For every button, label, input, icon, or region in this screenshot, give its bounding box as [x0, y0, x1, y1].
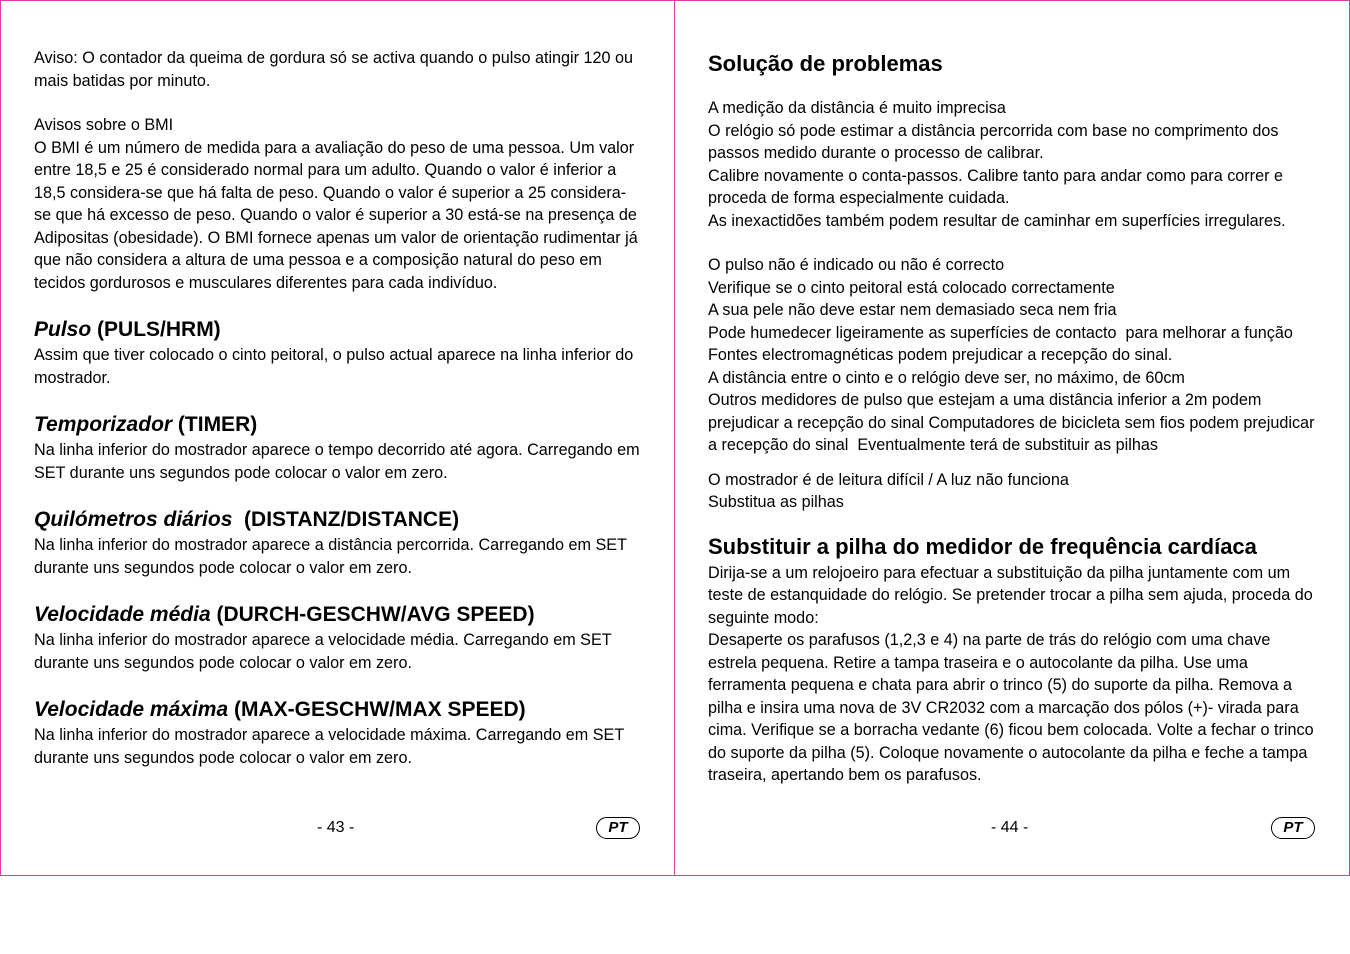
battery-text-intro: Dirija-se a um relojoeiro para efectuar a substituição da pilha juntamente com um teste de estanquidade do relógio. Se pretender trocar a pilha sem ajuda, proceda do seguinte modo:	[708, 563, 1313, 627]
section-title-pulso: Pulso (PULS/HRM)	[34, 318, 221, 341]
section-text-quilometros: Na linha inferior do mostrador aparece a distância percorrida. Carregando em SET durante uns segundos pode colocar o valor em zero.	[34, 536, 627, 577]
issue-heading-pulse: O pulso não é indicado ou não é correcto	[708, 256, 1005, 274]
troubleshooting-title: Solução de problemas	[708, 51, 943, 76]
battery-text-steps: Desaperte os parafusos (1,2,3 e 4) na parte de trás do relógio com uma chave estrela pequena. Retire a tampa traseira e o autocolante da pilha. Use uma ferramenta pequena e chata para abrir o trinco (5) do suporte da pilha. Remova a pilha e insira uma nova de 3V CR2032 com a marcação dos pólos (+)- virada para cima. Verifique se a borracha vedante (6) ficou bem colocada. Volte a fechar o trinco do suporte da pilha (5). Coloque novamente o autocolante da pilha e feche a tampa traseira, apertando bem os parafusos.	[708, 631, 1314, 784]
issue-line: O relógio só pode estimar a distância percorrida com base no comprimento dos passos medido durante o processo de calibrar.	[708, 121, 1279, 162]
left-page-content	[34, 47, 641, 769]
section-title-velocidade-media: Velocidade média (DURCH-GESCHW/AVG SPEED)	[34, 603, 535, 626]
page-number: - 43 -	[317, 819, 355, 836]
language-badge: PT	[596, 817, 640, 839]
section-text-pulso: Assim que tiver colocado o cinto peitoral, o pulso actual aparece na linha inferior do mostrador.	[34, 346, 634, 387]
issue-heading-display: O mostrador é de leitura difícil / A luz não funciona	[708, 470, 1069, 489]
section-title-quilometros: Quilómetros diários (DISTANZ/DISTANCE)	[34, 508, 460, 531]
issue-heading-distance: A medição da distância é muito imprecisa	[708, 99, 1006, 117]
left-page	[0, 0, 675, 876]
aviso-label: Aviso:	[34, 49, 78, 67]
issue-line: Pode humedecer ligeiramente as superfícies de contacto para melhorar a função	[708, 323, 1293, 342]
bmi-heading: Avisos sobre o BMI	[34, 116, 174, 134]
section-title-temporizador: Temporizador (TIMER)	[34, 413, 258, 436]
issue-line: Outros medidores de pulso que estejam a uma distância inferior a 2m podem prejudicar a recepção do sinal Computadores de bicicleta sem fios podem prejudicar a recepção do sinal Eventualmente terá de substituir as pilhas	[708, 391, 1319, 454]
section-text-velocidade-media: Na linha inferior do mostrador aparece a velocidade média. Carregando em SET durante uns segundos pode colocar o valor em zero.	[34, 631, 612, 672]
aviso-paragraph	[34, 47, 641, 92]
right-page	[674, 0, 1350, 876]
language-badge: PT	[1271, 817, 1315, 839]
bmi-text: O BMI é um número de medida para a avaliação do peso de uma pessoa. Um valor entre 18,5 e 25 é considerado normal para um adulto. Quando o valor é inferior a 18,5 considera-se que há falta de peso. Quando o valor é superior a 25 considera-se que há excesso de peso. Quando o valor é superior a 30 está-se na presença de Adipositas (obesidade). O BMI fornece apenas um valor de orientação rudimentar já que não considera a altura de uma pessoa e a composição natural do peso em tecidos gordurosos e musculares diferentes para cada indivíduo.	[34, 138, 638, 292]
right-page-content	[708, 49, 1319, 787]
issue-line: A sua pele não deve estar nem demasiado seca nem fria	[708, 301, 1117, 319]
battery-title: Substituir a pilha do medidor de frequência cardíaca	[708, 533, 1257, 559]
issue-line: Verifique se o cinto peitoral está colocado correctamente	[708, 278, 1115, 297]
right-page-footer	[675, 817, 1349, 841]
page-number: - 44 -	[991, 819, 1029, 836]
issue-line: Calibre novamente o conta-passos. Calibre tanto para andar como para correr e proceda de forma especialmente cuidada.	[708, 166, 1283, 207]
issue-line: Fontes electromagnéticas podem prejudicar a recepção do sinal.	[708, 346, 1173, 364]
section-title-velocidade-maxima: Velocidade máxima (MAX-GESCHW/MAX SPEED)	[34, 698, 526, 721]
section-text-temporizador: Na linha inferior do mostrador aparece o tempo decorrido até agora. Carregando em SET durante uns segundos pode colocar o valor em zero.	[34, 441, 640, 482]
issue-line: Substitua as pilhas	[708, 493, 844, 511]
aviso-text: O contador da queima de gordura só se activa quando o pulso atingir 120 ou mais batidas por minuto.	[34, 49, 634, 90]
issue-line: As inexactidões também podem resultar de caminhar em superfícies irregulares.	[708, 211, 1286, 230]
left-page-footer	[1, 817, 674, 841]
section-text-velocidade-maxima: Na linha inferior do mostrador aparece a velocidade máxima. Carregando em SET durante uns segundos pode colocar o valor em zero.	[34, 726, 624, 767]
issue-line: A distância entre o cinto e o relógio deve ser, no máximo, de 60cm	[708, 368, 1185, 387]
